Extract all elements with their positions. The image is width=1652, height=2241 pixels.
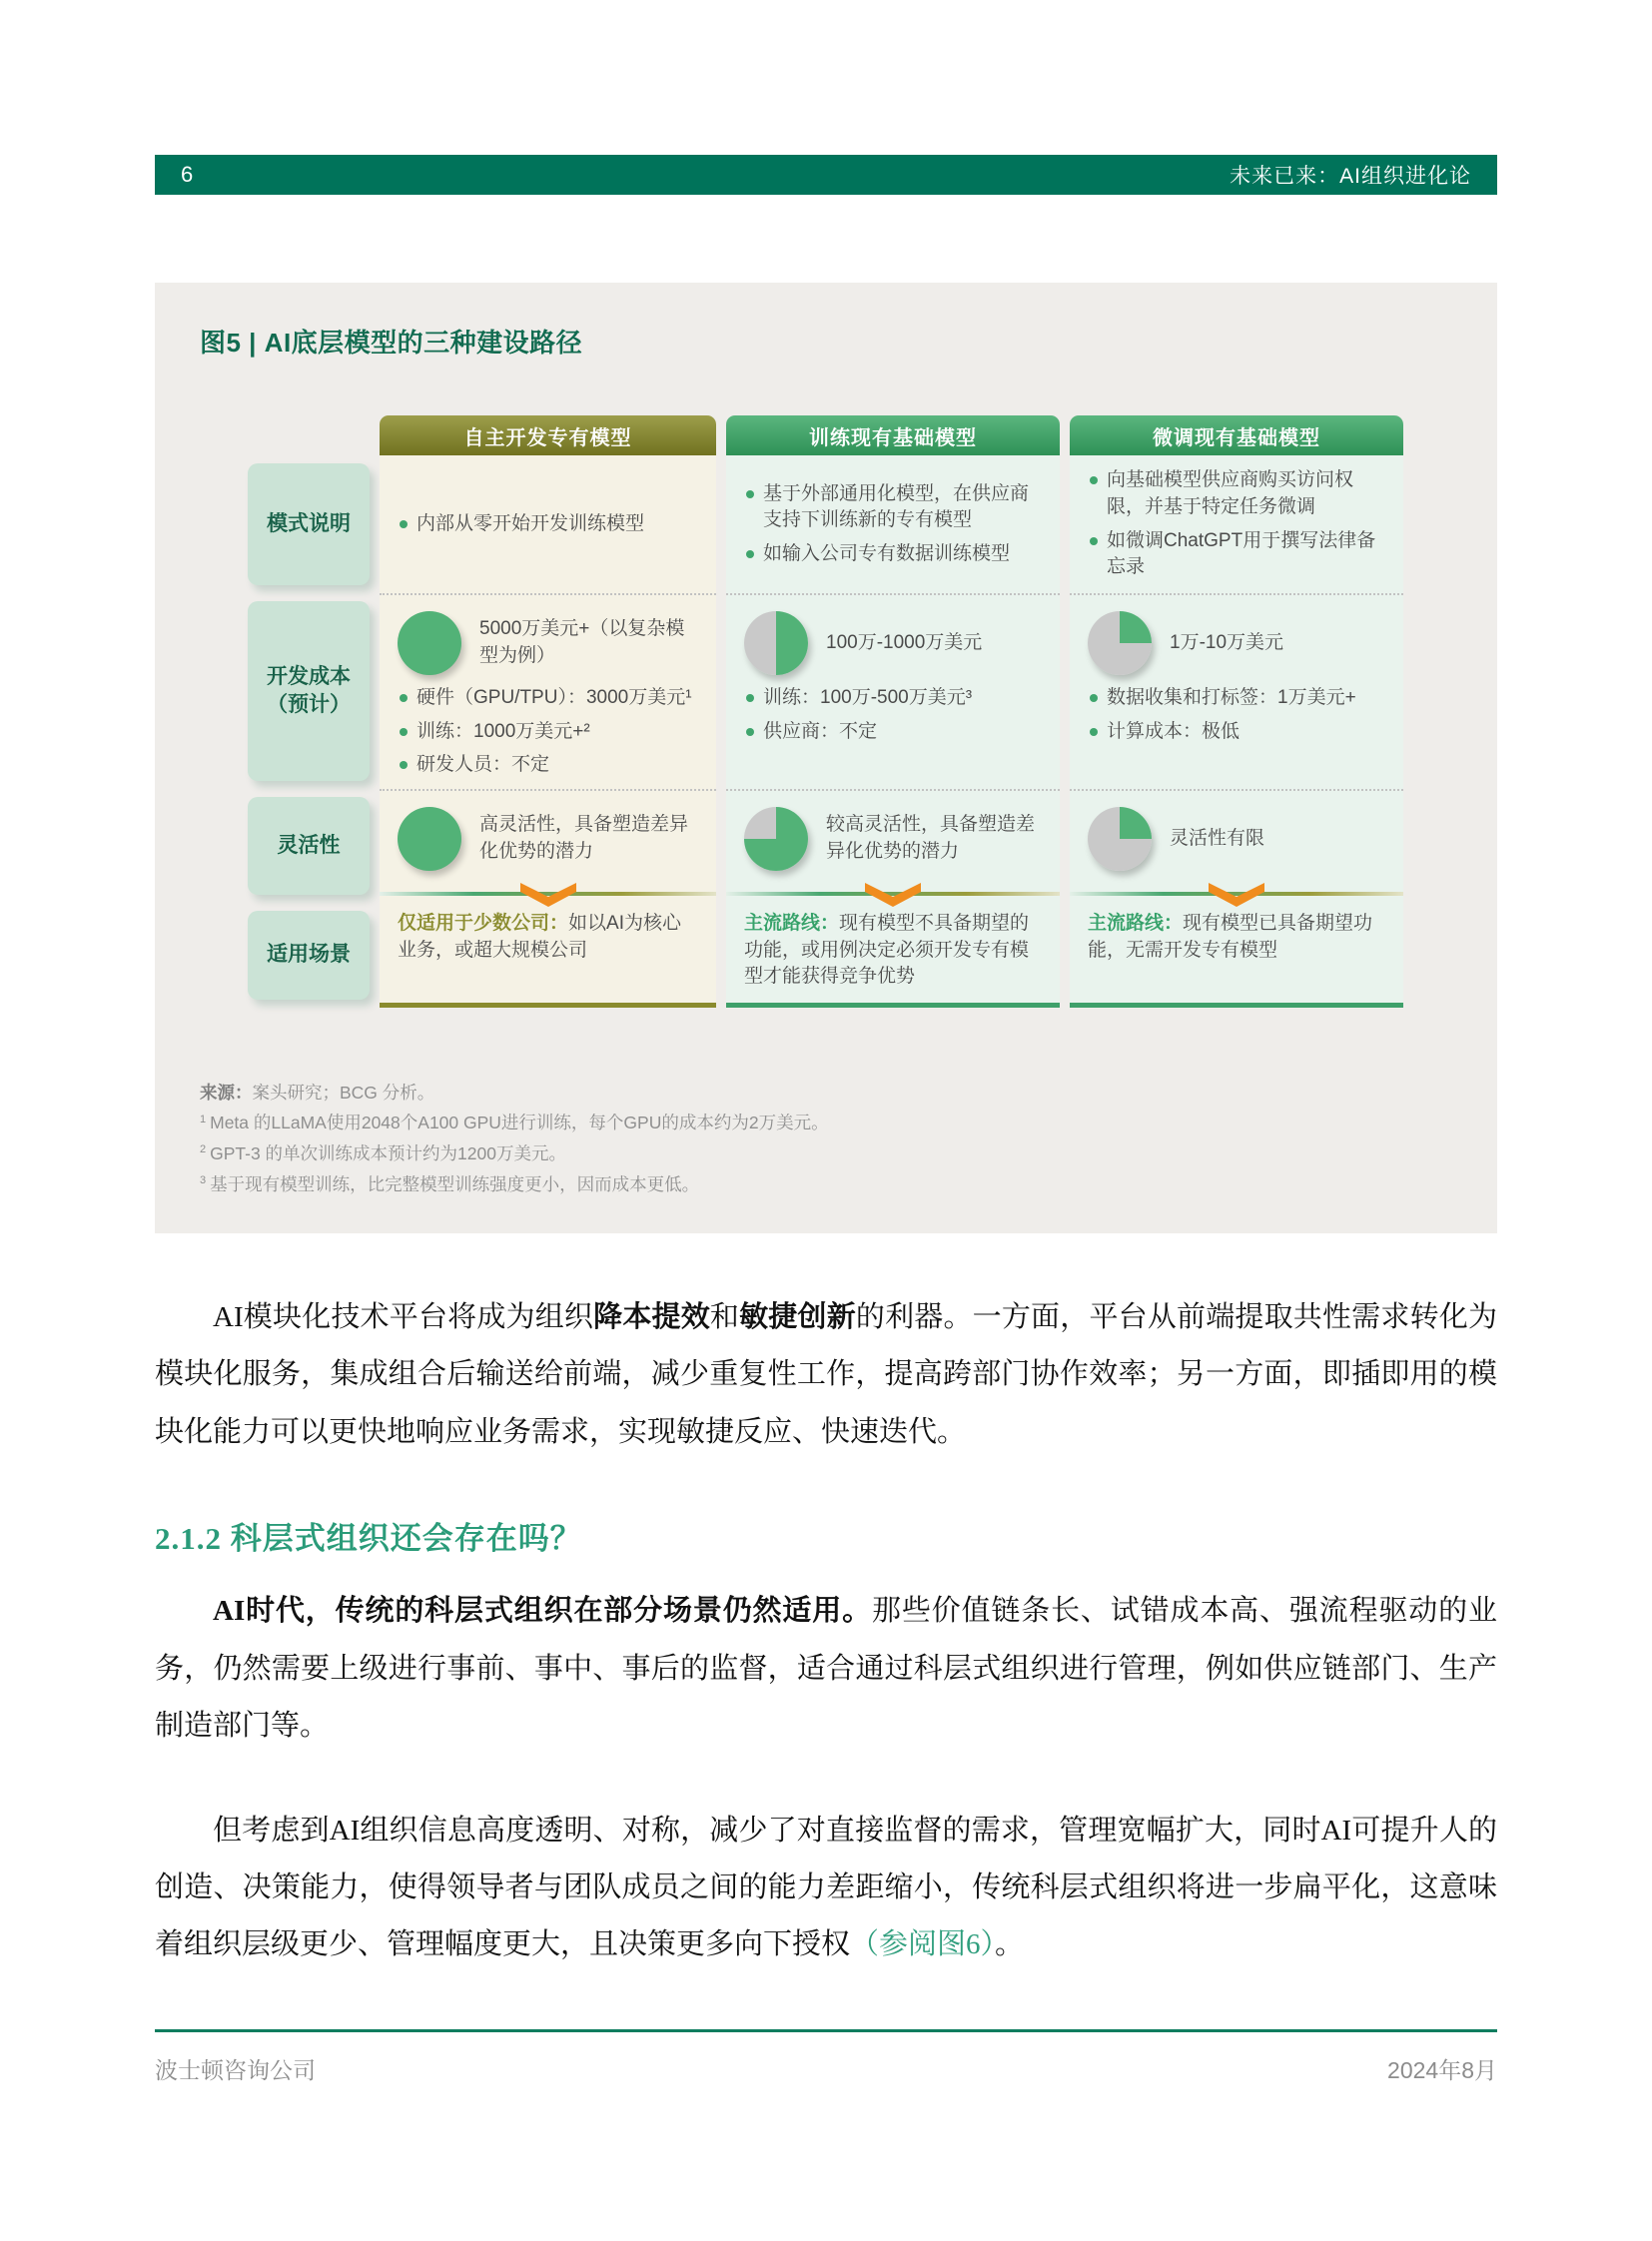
cost-pie-label: 1万-10万美元: [1170, 631, 1284, 653]
scenario-cell-col3: [1070, 903, 1403, 1008]
column-header-finetune-existing: 微调现有基础模型: [1070, 415, 1403, 455]
flexibility-pie-chart: [398, 807, 461, 871]
footnote-3: [200, 1169, 1452, 1200]
page-footer: [155, 2029, 1497, 2085]
figure-panel: [155, 283, 1497, 1233]
list-item: 训练：100万-500万美元³: [744, 685, 1042, 712]
row-label-cost-line1: 开发成本: [267, 664, 351, 688]
paragraph-segment: 但考虑到AI组织信息高度透明、对称，减少了对直接监督的需求，管理宽幅扩大，同时AI可提升人的创造、决策能力，使得领导者与团队成员之间的能力差距缩小，传统科层式组织将进一步扁平化，这意味着组织层级更少、管理幅度更大，且决策更多向下授权: [155, 1814, 1497, 1960]
figure-table: [248, 415, 1404, 1008]
flexibility-cell-col3: [1070, 789, 1403, 903]
flexibility-cell-col2: [726, 789, 1060, 903]
footnote-text: 基于现有模型训练，比完整模型训练强度更小，因而成本更低。: [210, 1173, 700, 1194]
list-item: 研发人员：不定: [398, 752, 698, 779]
list-item: 基于外部通用化模型，在供应商支持下训练新的专有模型: [744, 481, 1042, 534]
divider-line: [398, 881, 698, 891]
footnote-sup: 1: [200, 1113, 207, 1125]
scenario-lead: 主流路线：: [1088, 913, 1184, 934]
paragraph-segment: AI模块化技术平台将成为组织: [213, 1301, 594, 1334]
list-item: 向基础模型供应商购买访问权限，并基于特定任务微调: [1088, 467, 1385, 520]
chevron-down-icon: [519, 882, 577, 908]
scenario-text: 现有模型已具备期望功能，无需开发专有模型: [1088, 913, 1373, 961]
chevron-down-icon: [1208, 882, 1265, 908]
paragraph-segment: 和: [709, 1301, 740, 1334]
list-item: 如微调ChatGPT用于撰写法律备忘录: [1088, 528, 1385, 581]
mode-cell-col3: [1070, 455, 1403, 593]
footnote-text: Meta 的LLaMA使用2048个A100 GPU进行训练，每个GPU的成本约为2万美元。: [210, 1113, 829, 1133]
page-header-bar: [155, 155, 1497, 195]
cost-cell-col1: [380, 593, 716, 789]
paragraph-segment-bold: 敏捷创新: [739, 1301, 856, 1334]
chevron-down-icon: [864, 882, 922, 908]
cost-pie-chart: [1088, 611, 1152, 675]
source-text: 案头研究；BCG 分析。: [252, 1082, 435, 1103]
paragraph-segment-bold: AI时代，传统的科层式组织在部分场景仍然适用。: [213, 1595, 872, 1628]
scenario-cell-col2: [726, 903, 1060, 1008]
footnote-sup: 3: [200, 1173, 207, 1186]
cost-pie-label: 100万-1000万美元: [826, 631, 983, 653]
paragraph-segment: 那些价值链条长、试错成本高、强流程驱动的业务，仍然需要上级进行事前、事中、事后的监督，适合通过科层式组织进行管理，例如供应链部门、生产制造部门等。: [155, 1595, 1497, 1742]
paragraph-flattening: [155, 1803, 1497, 1973]
footnote-sup: 2: [200, 1143, 207, 1156]
list-item: 训练：1000万美元+²: [398, 719, 698, 746]
cost-pie-label: 5000万美元+（以复杂模型为例）: [479, 618, 685, 666]
footnote-1: [200, 1108, 1452, 1138]
figure-6-reference-link[interactable]: （参阅图6）: [850, 1928, 996, 1960]
scenario-lead: 主流路线：: [744, 913, 840, 934]
list-item: 如输入公司专有数据训练模型: [744, 541, 1042, 568]
table-corner-spacer: [248, 415, 370, 455]
divider-line: [1088, 881, 1385, 891]
page-number: 6: [181, 162, 194, 187]
divider-line: [744, 881, 1042, 891]
scenario-cell-col1: [380, 903, 716, 1008]
mode-cell-col1: [380, 455, 716, 593]
paragraph-hierarchy-applicable: [155, 1583, 1497, 1754]
paragraph-segment: 的利器。一方面，平台从前端提取共性需求转化为模块化服务，集成组合后输送给前端，减少重复性工作，提高跨部门协作效率；另一方面，即插即用的模块化能力可以更快地响应业务需求，实现敏捷反应、快速迭代。: [155, 1301, 1497, 1448]
figure-title: 图5 | AI底层模型的三种建设路径: [200, 328, 583, 358]
footer-date: 2024年8月: [1387, 2057, 1497, 2084]
source-label: 来源：: [200, 1082, 253, 1103]
list-item: 供应商：不定: [744, 719, 1042, 746]
flexibility-pie-label: 高灵活性，具备塑造差异化优势的潜力: [479, 814, 689, 862]
cost-pie-chart: [398, 611, 461, 675]
paragraph-segment-bold: 降本提效: [593, 1301, 710, 1334]
row-label-cost: [248, 593, 370, 789]
row-label-flexibility-text: 灵活性: [277, 833, 341, 857]
scenario-lead: 仅适用于少数公司：: [398, 913, 569, 934]
flexibility-pie-chart: [744, 807, 808, 871]
page-header-title: 未来已来：AI组织进化论: [1230, 165, 1471, 188]
row-label-flexibility: [248, 789, 370, 903]
row-label-scenario-text: 适用场景: [267, 943, 351, 967]
section-heading-2-1-2: 2.1.2 科层式组织还会存在吗？: [155, 1520, 582, 1556]
footnote-2: [200, 1138, 1452, 1169]
list-item: 计算成本：极低: [1088, 719, 1385, 746]
flexibility-pie-label: 较高灵活性，具备塑造差异化优势的潜力: [826, 814, 1036, 862]
flexibility-pie-chart: [1088, 807, 1152, 871]
source-note: [200, 1078, 1452, 1109]
figure-notes: [200, 1078, 1452, 1200]
row-label-scenario: [248, 903, 370, 1008]
row-label-mode-text: 模式说明: [267, 511, 351, 535]
cost-cell-col3: [1070, 593, 1403, 789]
column-header-self-develop: 自主开发专有模型: [380, 415, 716, 455]
flexibility-pie-label: 灵活性有限: [1170, 827, 1265, 849]
list-item: 内部从零开始开发训练模型: [398, 511, 698, 538]
column-header-train-existing: 训练现有基础模型: [726, 415, 1060, 455]
list-item: 数据收集和打标签：1万美元+: [1088, 685, 1385, 712]
paragraph-segment: 。: [995, 1928, 1025, 1960]
flexibility-cell-col1: [380, 789, 716, 903]
paragraph-modular-platform: [155, 1289, 1497, 1460]
footnote-text: GPT-3 的单次训练成本预计约为1200万美元。: [210, 1143, 566, 1164]
scenario-text: 如以AI为核心业务，或超大规模公司: [398, 913, 681, 961]
row-label-cost-line2: （预计）: [267, 693, 351, 716]
list-item: 硬件（GPU/TPU）：3000万美元¹: [398, 685, 698, 712]
cost-cell-col2: [726, 593, 1060, 789]
mode-cell-col2: [726, 455, 1060, 593]
row-label-mode: [248, 455, 370, 593]
footer-company: 波士顿咨询公司: [155, 2057, 316, 2084]
cost-pie-chart: [744, 611, 808, 675]
scenario-text: 现有模型不具备期望的功能，或用例决定必须开发专有模型才能获得竞争优势: [744, 913, 1030, 988]
